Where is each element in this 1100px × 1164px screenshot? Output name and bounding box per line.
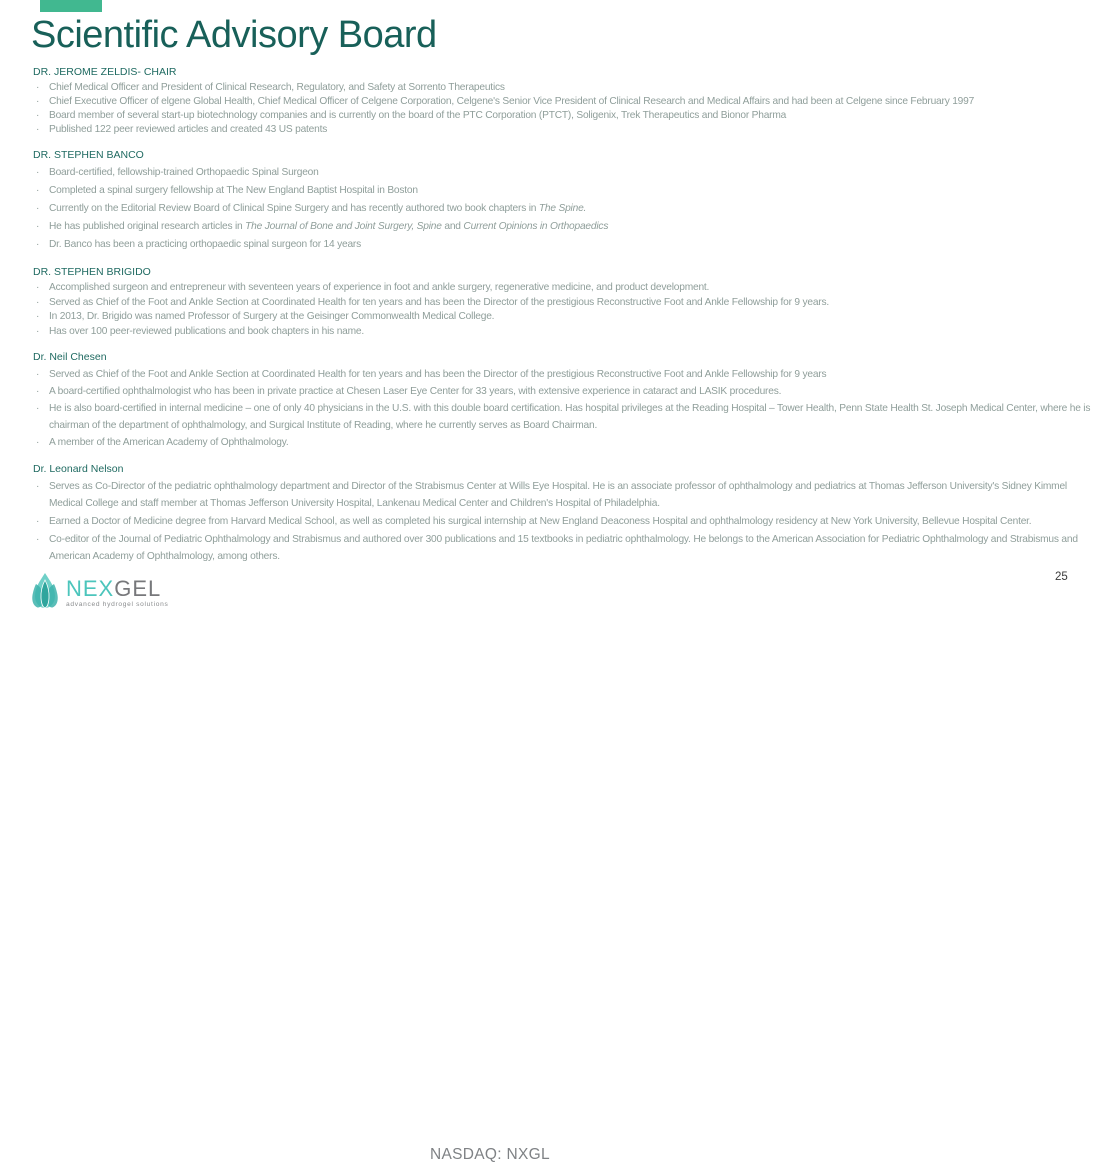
bullet-item bbox=[33, 109, 1091, 123]
accent-bar bbox=[40, 0, 102, 12]
advisor-bullet-list bbox=[33, 281, 1091, 339]
bullet-item bbox=[33, 164, 1091, 182]
advisor-section bbox=[33, 149, 1091, 254]
text-segment: Served as Chief of the Foot and Ankle Section at Coordinated Health for ten years and has been the Director of the prestigious Reconstructive Foot and Ankle Fellowship for 9 years. bbox=[49, 296, 830, 308]
advisor-section bbox=[33, 463, 1091, 565]
bullet-item bbox=[33, 81, 1091, 95]
bullet-item bbox=[33, 200, 1091, 218]
text-segment: Chief Medical Officer and President of Clinical Research, Regulatory, and Safety at Sorrento Therapeutics bbox=[49, 82, 505, 93]
bullet-item bbox=[33, 478, 1091, 512]
bullet-item bbox=[33, 310, 1091, 325]
sections bbox=[33, 66, 1091, 566]
bullet-item bbox=[33, 434, 1091, 451]
footer bbox=[0, 566, 1100, 1163]
italic-text-segment: Current Opinions in Orthopaedics bbox=[463, 221, 609, 232]
bullet-item bbox=[33, 531, 1091, 565]
bullet-item bbox=[33, 400, 1091, 434]
nasdaq-ticker: NASDAQ: NXGL bbox=[430, 1146, 550, 1163]
logo-tagline: advanced hydrogel solutions bbox=[66, 601, 169, 608]
text-segment: Accomplished surgeon and entrepreneur with seventeen years of experience in foot and ankle surgery, regenerative medicine, and product development. bbox=[49, 282, 710, 293]
text-segment: Currently on the Editorial Review Board of Clinical Spine Surgery and has recently authored two book chapters in bbox=[49, 203, 539, 214]
logo-wordmark bbox=[66, 578, 168, 600]
text-segment: Served as Chief of the Foot and Ankle Section at Coordinated Health for ten years and has been the Director of the prestigious Reconstructive Foot and Ankle Fellowship for 9 years bbox=[49, 369, 827, 380]
advisor-section bbox=[33, 266, 1091, 339]
text-segment: Has over 100 peer-reviewed publications and book chapters in his name. bbox=[49, 325, 365, 337]
logo-text bbox=[66, 572, 168, 608]
nexgel-logo bbox=[28, 572, 168, 610]
bullet-item bbox=[33, 513, 1091, 530]
bullet-item bbox=[33, 281, 1091, 296]
bullet-item bbox=[33, 366, 1091, 383]
bullet-item bbox=[33, 95, 1091, 109]
advisor-section bbox=[33, 351, 1091, 451]
italic-text-segment: The Journal of Bone and Joint Surgery, Spine bbox=[245, 221, 442, 232]
bullet-item bbox=[33, 123, 1091, 137]
bullet-item bbox=[33, 325, 1091, 340]
logo-gel-text: GEL bbox=[114, 576, 162, 601]
advisor-name-heading: DR. STEPHEN BANCO bbox=[33, 149, 144, 161]
bullet-item bbox=[33, 182, 1091, 200]
advisor-name-heading: Dr. Leonard Nelson bbox=[33, 463, 124, 475]
page-number: 25 bbox=[1055, 571, 1068, 583]
bullet-item bbox=[33, 236, 1091, 254]
advisor-bullet-list bbox=[33, 366, 1091, 451]
advisor-bullet-list bbox=[33, 478, 1091, 565]
text-segment: Published 122 peer reviewed articles and created 43 US patents bbox=[49, 124, 328, 135]
bullet-item bbox=[33, 383, 1091, 400]
advisor-name-heading: DR. JEROME ZELDIS- CHAIR bbox=[33, 66, 177, 78]
droplet-lotus-icon bbox=[28, 572, 62, 610]
advisor-bullet-list bbox=[33, 81, 1091, 137]
text-segment: A member of the American Academy of Ophthalmology. bbox=[49, 437, 289, 448]
text-segment: In 2013, Dr. Brigido was named Professor of Surgery at the Geisinger Commonwealth Medical College. bbox=[49, 311, 495, 322]
text-segment: A board-certified ophthalmologist who has been in private practice at Chesen Laser Eye Center for 33 years, with extensive experience in cataract and LASIK procedures. bbox=[49, 386, 782, 397]
text-segment: Chief Executive Officer of elgene Global Health, Chief Medical Officer of Celgene Corporation, Celgene's Senior Vice President of Clinical Research and Medical Affairs and had been at Celgene since February 1997 bbox=[49, 96, 975, 107]
advisor-name-heading: Dr. Neil Chesen bbox=[33, 351, 107, 363]
logo-nex-text: NEX bbox=[66, 576, 115, 601]
bullet-item bbox=[33, 218, 1091, 236]
text-segment: Board-certified, fellowship-trained Orthopaedic Spinal Surgeon bbox=[49, 167, 319, 178]
advisor-bullet-list bbox=[33, 164, 1091, 254]
advisor-name-heading: DR. STEPHEN BRIGIDO bbox=[33, 266, 151, 278]
text-segment: Serves as Co-Director of the pediatric ophthalmology department and Director of the Strabismus Center at Wills Eye Hospital. He is an associate professor of ophthalmology and pediatrics at Thomas Jefferson University's Sidney Kimmel Medical College and staff member at Thomas Jefferson University Hospital, Lankenau Medical Center and Children's Hospital of Philadelphia. bbox=[49, 481, 1067, 509]
italic-text-segment: The Spine. bbox=[538, 203, 587, 214]
text-segment: Co-editor of the Journal of Pediatric Ophthalmology and Strabismus and authored over 300 publications and 15 textbooks in pediatric ophthalmology. He belongs to the American Association for Pediatric Ophthalmology and Strabismus and American Academy of Ophthalmology, among others. bbox=[49, 534, 1078, 562]
page-title: Scientific Advisory Board bbox=[31, 14, 437, 56]
text-segment: Board member of several start-up biotechnology companies and is currently on the board of the PTC Corporation (PTCT), Soligenix, Trek Therapeutics and Bionor Pharma bbox=[49, 110, 787, 121]
text-segment: He has published original research articles in bbox=[49, 221, 246, 232]
text-segment: Completed a spinal surgery fellowship at The New England Baptist Hospital in Boston bbox=[49, 185, 418, 196]
text-segment: and bbox=[441, 221, 464, 232]
bullet-item bbox=[33, 296, 1091, 311]
text-segment: Dr. Banco has been a practicing orthopaedic spinal surgeon for 14 years bbox=[49, 239, 361, 250]
advisor-section bbox=[33, 66, 1091, 137]
text-segment: Earned a Doctor of Medicine degree from Harvard Medical School, as well as completed his surgical internship at New England Deaconess Hospital and ophthalmology residency at New York University, Bellevue Hospital Center. bbox=[49, 516, 1032, 527]
text-segment: He is also board-certified in internal medicine – one of only 40 physicians in the U.S. with this double board certification. Has hospital privileges at the Reading Hospital – Tower Health, Penn State Health St. Joseph Medical Center, where he is chairman of the department of ophthalmology, and Surgical Institute of Reading, where he currently serves as Board Chairman. bbox=[49, 403, 1091, 431]
